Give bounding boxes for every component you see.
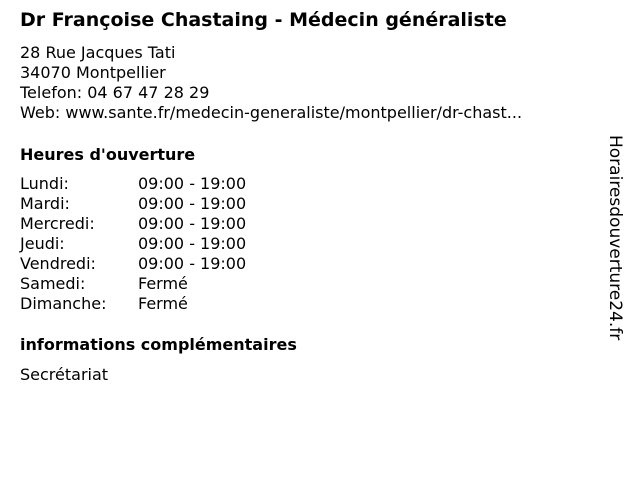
time-value: Fermé (138, 294, 188, 313)
day-label: Dimanche: (20, 294, 107, 313)
day-label: Samedi: (20, 274, 86, 293)
address-block (20, 43, 522, 123)
page-title: Dr Françoise Chastaing - Médecin généraliste (20, 9, 507, 31)
opening-hours-heading: Heures d'ouverture (20, 145, 196, 164)
phone-number: Telefon: 04 67 47 28 29 (20, 83, 210, 102)
hours-row-thursday (20, 234, 246, 254)
hours-row-sunday (20, 294, 246, 314)
day-label: Vendredi: (20, 254, 96, 273)
street-address: 28 Rue Jacques Tati (20, 43, 176, 62)
time-value: 09:00 - 19:00 (138, 194, 247, 213)
time-value: 09:00 - 19:00 (138, 174, 247, 193)
hours-row-wednesday (20, 214, 246, 234)
time-value: 09:00 - 19:00 (138, 254, 247, 273)
day-label: Mercredi: (20, 214, 95, 233)
day-label: Mardi: (20, 194, 70, 213)
day-label: Jeudi: (20, 234, 65, 253)
hours-row-monday (20, 174, 246, 194)
time-value: 09:00 - 19:00 (138, 214, 247, 233)
time-value: 09:00 - 19:00 (138, 234, 247, 253)
additional-info-text: Secrétariat (20, 365, 109, 384)
additional-info-heading: informations complémentaires (20, 335, 297, 354)
city: 34070 Montpellier (20, 63, 166, 82)
hours-row-saturday (20, 274, 246, 294)
day-label: Lundi: (20, 174, 69, 193)
time-value: Fermé (138, 274, 188, 293)
hours-row-friday (20, 254, 246, 274)
site-watermark: Horairesdouverture24.fr (605, 135, 625, 341)
opening-hours-table (20, 174, 246, 314)
hours-row-tuesday (20, 194, 246, 214)
website-link[interactable]: Web: www.sante.fr/medecin-generaliste/montpellier/dr-chast... (20, 103, 523, 122)
